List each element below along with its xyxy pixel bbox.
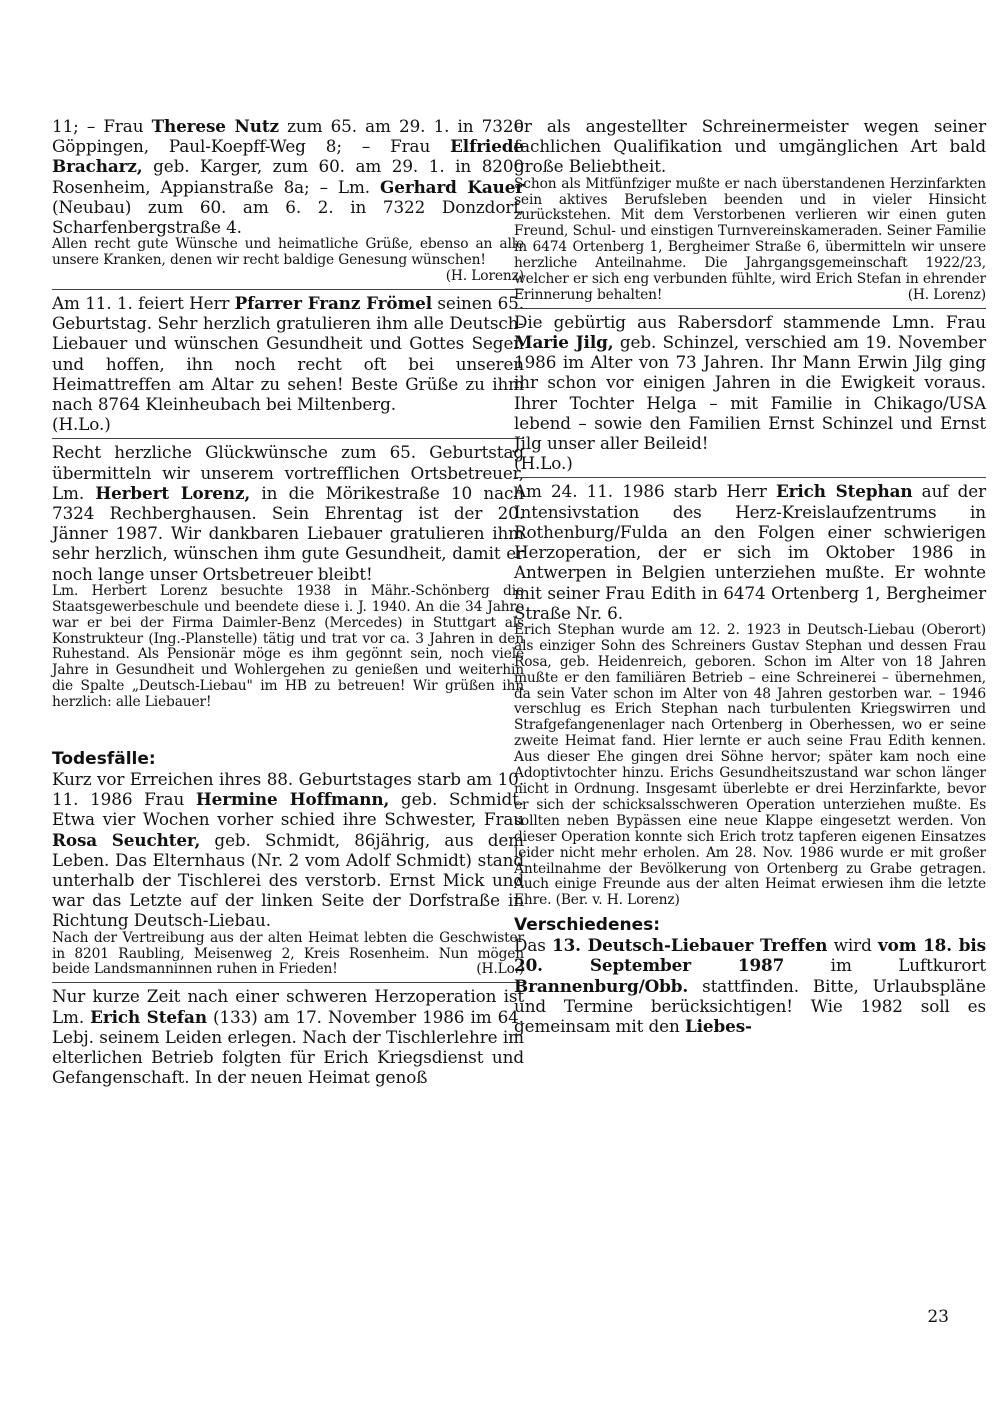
section-heading-verschiedenes: Verschiedenes:	[514, 915, 661, 936]
birthday-paragraph-fromel: Am 11. 1. feiert Herr Pfarrer Franz Frömel seinen 65. Geburtstag. Sehr herzlich gratulieren ihm alle Deutsch-Liebauer und wünschen Gesundheit und Gottes Segen und hoffen, ihn noch recht oft bei unseren Heimattreffen am Altar zu sehen! Beste Grüße zu ihm nach 8764 Kleinheubach bei Miltenberg.	[52, 292, 524, 414]
left-column	[52, 116, 524, 1087]
obituary-paragraph-jilg: Die gebürtig aus Rabersdorf stammende Lmn. Frau Marie Jilg, geb. Schinzel, verschied am 19. November 1986 im Alter von 73 Jahren. Ihr Mann Erwin Jilg ging ihr schon vor einigen Jahren in die Ewigkeit voraus. Ihrer Tochter Helga – mit Familie in Chikago/USA lebend – sowie den Familien Ernst Schinzel und Ernst Jilg unser aller Beileid!	[514, 311, 986, 454]
divider	[52, 438, 524, 439]
signature: (H. Lorenz)	[907, 286, 986, 303]
page-number: 23	[927, 1307, 949, 1327]
signature: (H.Lo.)	[476, 961, 524, 978]
divider	[52, 982, 524, 983]
birthday-paragraph-1: 11; – Frau Therese Nutz zum 65. am 29. 1. in 7320 Göppingen, Paul-Koepff-Weg 8; – Frau Elfriede Bracharz, geb. Karger, zum 60. am 29. 1. in 8200 Rosenheim, Appianstraße 8a; – Lm. Gerhard Kauer (Neubau) zum 60. am 6. 2. in 7322 Donzdorf, Scharfenbergstraße 4.	[52, 116, 525, 238]
divider	[514, 477, 986, 478]
birthday-paragraph-lorenz: Recht herzliche Glückwünsche zum 65. Geburtstag übermitteln wir unserem vortrefflichen Ortsbetreuer, Lm. Herbert Lorenz, in die Mörikestraße 10 nach 7324 Rechberghausen. Sein Ehrentag ist der 20. Jänner 1987. Wir dankbaren Liebauer gratulieren ihm sehr herzlich, wünschen ihm gute Gesundheit, damit er noch lange unser Ortsbetreuer bleibt!	[52, 442, 524, 584]
event-name: 13. Deutsch-Liebauer Treffen	[552, 935, 828, 956]
divider	[514, 308, 986, 309]
signature: (H.Lo.)	[514, 453, 573, 474]
signature: (H. Lorenz)	[445, 268, 524, 285]
obituary-note-hoffmann: Nach der Vertreibung aus der alten Heimat lebten die Geschwister in 8201 Raubling, Meisenweg 2, Kreis Rosenheim. Nun mögen beide Landsmanninnen ruhen in Frieden! (H.Lo.)	[52, 929, 524, 978]
event-dates: vom 18. bis 20. September 1987	[514, 935, 986, 976]
divider	[52, 289, 524, 290]
obituary-continuation: er als angestellter Schreinermeister wegen seiner fachlichen Qualifikation und umgänglichen Art bald große Beliebtheit.	[514, 116, 986, 177]
signature: (H.Lo.)	[52, 414, 111, 435]
name-erich-stefan: Erich Stefan	[90, 1006, 207, 1027]
greetings-note: Allen recht gute Wünsche und heimatliche Grüße, ebenso an alle unsere Kranken, denen wir recht baldige Genesung wünschen! (H. Lorenz)	[52, 236, 524, 285]
name-gerhard-kauer: Gerhard Kauer	[380, 176, 525, 197]
name-herbert-lorenz: Herbert Lorenz,	[95, 482, 251, 503]
name-hermine-hoffmann: Hermine Hoffmann,	[195, 789, 390, 810]
announcement-paragraph-treffen: Das 13. Deutsch-Liebauer Treffen wird vom 18. bis 20. September 1987 im Luftkurort Brannenburg/Obb. stattfinden. Bitte, Urlaubspläne und Termine berücksichtigen! Wie 1982 soll es gemeinsam mit den Liebes-	[514, 935, 986, 1037]
right-column	[514, 116, 986, 1036]
name-franz-fromel: Pfarrer Franz Frömel	[234, 292, 433, 313]
obituary-paragraph-hoffmann: Kurz vor Erreichen ihres 88. Geburtstages starb am 10. 11. 1986 Frau Hermine Hoffmann, geb. Schmidt. Etwa vier Wochen vorher schied ihre Schwester, Frau Rosa Seuchter, geb. Schmidt, 86jährig, aus dem Leben. Das Elternhaus (Nr. 2 vom Adolf Schmidt) stand unterhalb der Tischlerei des verstorb. Ernst Mick und war das Letzte auf der linken Seite der Dorfstraße in Richtung Deutsch-Liebau.	[52, 769, 524, 931]
name-elfriede-bracharz: Elfriede Bracharz,	[52, 136, 524, 177]
name-marie-jilg: Marie Jilg,	[514, 332, 614, 353]
name-therese-nutz: Therese Nutz	[151, 116, 279, 136]
name-erich-stephan: Erich Stephan	[775, 481, 913, 502]
section-heading-todesfaelle: Todesfälle:	[52, 749, 156, 770]
lorenz-biography-note: Lm. Herbert Lorenz besuchte 1938 in Mähr.-Schönberg die Staatsgewerbeschule und beendete diese i. J. 1940. An die 34 Jahre war er bei der Firma Daimler-Benz (Mercedes) in Stuttgart als Konstrukteur (Ing.-Planstelle) tätig und trat vor ca. 3 Jahren in den Ruhestand. Als Pensionär möge es ihm gegönnt sein, noch viele Jahre in Gesundheit und Wohlergehen zu genießen und weiterhin die Spalte „Deutsch-Liebau" im HB zu betreuen! Wir grüßen ihn herzlich: alle Liebauer!	[52, 582, 524, 711]
obituary-paragraph-stefan: Nur kurze Zeit nach einer schweren Herzoperation ist Lm. Erich Stefan (133) am 17. November 1986 im 64. Lebj. seinem Leiden erlegen. Nach der Tischlerlehre im elterlichen Betrieb folgten für Erich Kriegsdienst und Gefangenschaft. In der neuen Heimat genoß	[52, 986, 524, 1088]
name-rosa-seuchter: Rosa Seuchter,	[52, 829, 201, 850]
stefan-note: Schon als Mitfünfziger mußte er nach überstandenen Herzinfarkten sein aktives Berufsleben beenden und in vieler Hinsicht zurückstehen. Mit dem Verstorbenen verlieren wir einen guten Freund, Schul- und einstigen Turnvereinskameraden. Seiner Familie in 6474 Ortenberg 1, Bergheimer Straße 6, übermitteln wir unsere herzliche Anteilnahme. Die Jahrgangsgemeinschaft 1922/23, welcher er sich eng verbunden fühlte, wird Erich Stefan in ehrender Erinnerung behalten! (H. Lorenz)	[514, 175, 986, 303]
stephan-biography-note: Erich Stephan wurde am 12. 2. 1923 in Deutsch-Liebau (Oberort) als einziger Sohn des Schreiners Gustav Stephan und dessen Frau Rosa, geb. Heidenreich, geboren. Schon im Alter von 18 Jahren mußte er den familiären Betrieb – eine Schreinerei – übernehmen, da sein Vater schon im Alter von 48 Jahren gestorben war. – 1946 verschlug es Erich Stephan nach turbulenten Kriegswirren und Strafgefangenenlager nach Ortenberg in Oberhessen, wo er seine zweite Heimat fand. Hier lernte er auch seine Frau Edith kennen. Aus dieser Ehe gingen drei Söhne hervor; später kam noch eine Adoptivtochter hinzu. Erichs Gesundheitszustand war schon länger nicht in Ordnung. Insgesamt überlebte er drei Herzinfarkte, bevor er sich der schicksalsschweren Operation unterziehen mußte. Es sollten neben Bypässen eine neue Klappe eingesetzt werden. Von dieser Operation konnte sich Erich trotz tapferen eigenen Einsatzes leider nicht mehr erholen. Am 28. Nov. 1986 wurde er mit großer Anteilnahme der Bevölkerung von Ortenberg zu Grabe getragen. Auch einige Freunde aus der alten Heimat erwiesen ihm die letzte Ehre. (Ber. v. H. Lorenz)	[514, 621, 986, 909]
event-location: Brannenburg/Obb.	[514, 975, 689, 996]
obituary-paragraph-stephan: Am 24. 11. 1986 starb Herr Erich Stephan auf der Intensivstation des Herz-Kreislaufzentrums in Rothenburg/Fulda an den Folgen einer schwierigen Herzoperation, der er sich im Oktober 1986 in Antwerpen in Belgien unterziehen mußte. Er wohnte mit seiner Frau Edith in 6474 Ortenberg 1, Bergheimer Straße Nr. 6.	[514, 481, 986, 623]
